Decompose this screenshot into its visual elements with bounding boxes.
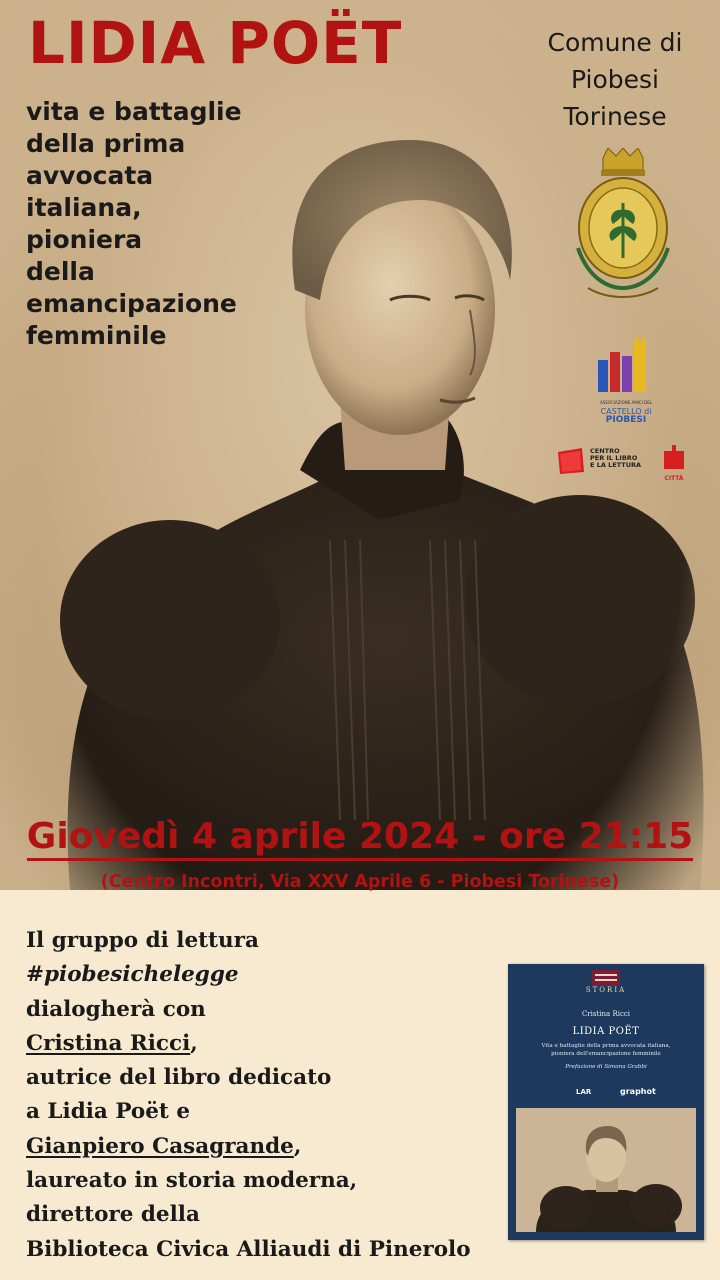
guest-suffix: , [293,1133,302,1159]
citta-caption: CITTÀ [664,475,684,482]
subtitle-line: femminile [26,321,167,350]
subtitle-line: pioniera [26,225,143,254]
centro-caption-line: E LA LETTURA [590,461,642,469]
citta-icon [660,445,688,471]
book-subtitle-line: pioniera dell'emancipazione femminile [551,1051,661,1057]
book-subtitle-line: Vita e battaglie della prima avvocata italiana, [541,1043,671,1049]
event-location: (Centro Incontri, Via XXV Aprile 6 - Piobesi Torinese) [100,872,620,892]
book-series: STORIA [585,986,627,994]
description-line [26,1130,506,1164]
subtitle-line: vita e battaglie [26,97,242,126]
description-line: direttore della [26,1202,200,1228]
description-line: laureato in storia moderna, [26,1168,358,1194]
publisher-graphot: graphot [620,1087,656,1096]
book-cover-photo [516,1108,696,1232]
centro-caption-line: PER IL LIBRO [590,454,638,462]
event-date-text: Giovedì 4 aprile 2024 - ore 21:15 [27,816,693,861]
description-line [26,1027,506,1061]
book-preface: Prefazione di Simona Grabbi [565,1064,647,1070]
description-line: autrice del libro dedicato [26,1065,332,1091]
organizer-name [520,24,710,135]
book-author: Cristina Ricci [581,1010,631,1018]
publisher-lar: LAR [576,1088,592,1096]
organizer-line: Piobesi [571,65,659,94]
centro-libro-logo [556,442,652,482]
description-line: dialogherà con [26,996,206,1022]
organizer-line: Comune di [547,28,683,57]
author-suffix: , [190,1030,198,1056]
description-line: a Lidia Poët e [26,1099,191,1125]
citta-logo [660,445,688,481]
book-icon [556,446,586,476]
description-line: Il gruppo di lettura [26,928,259,953]
description-line: Biblioteca Civica Alliaudi di Pinerolo [26,1236,471,1262]
municipal-crest-icon [568,148,678,318]
subtitle-line: della [26,257,95,286]
author-name: Cristina Ricci [26,1030,191,1056]
subtitle-line: avvocata [26,161,154,190]
organizer-line: Torinese [563,102,667,131]
reading-group-hashtag: #piobesichelegge [26,962,239,988]
subtitle-line: italiana, [26,193,142,222]
guest-name: Gianpiero Casagrande [26,1133,294,1159]
castello-caption [592,398,660,425]
event-date [0,816,720,857]
event-subtitle [26,96,286,352]
centro-caption [590,448,641,469]
book-cover [508,964,704,1240]
castello-caption-name1: CASTELLO di [600,407,652,416]
subtitle-line: della prima [26,129,186,158]
castello-caption-name2: PIOBESI [605,415,647,425]
event-title: LIDIA POËT [28,9,403,77]
subtitle-line: emancipazione [26,289,237,318]
book-title: LIDIA POËT [572,1026,640,1037]
event-description [26,924,506,1267]
book-subtitle [526,1042,686,1058]
castello-logo [592,338,660,428]
series-emblem-icon [592,970,620,986]
castello-icon [592,338,660,394]
centro-caption-line: CENTRO [590,447,620,455]
castello-caption-top: ASSOCIAZIONE AMICI DEL [600,400,652,405]
